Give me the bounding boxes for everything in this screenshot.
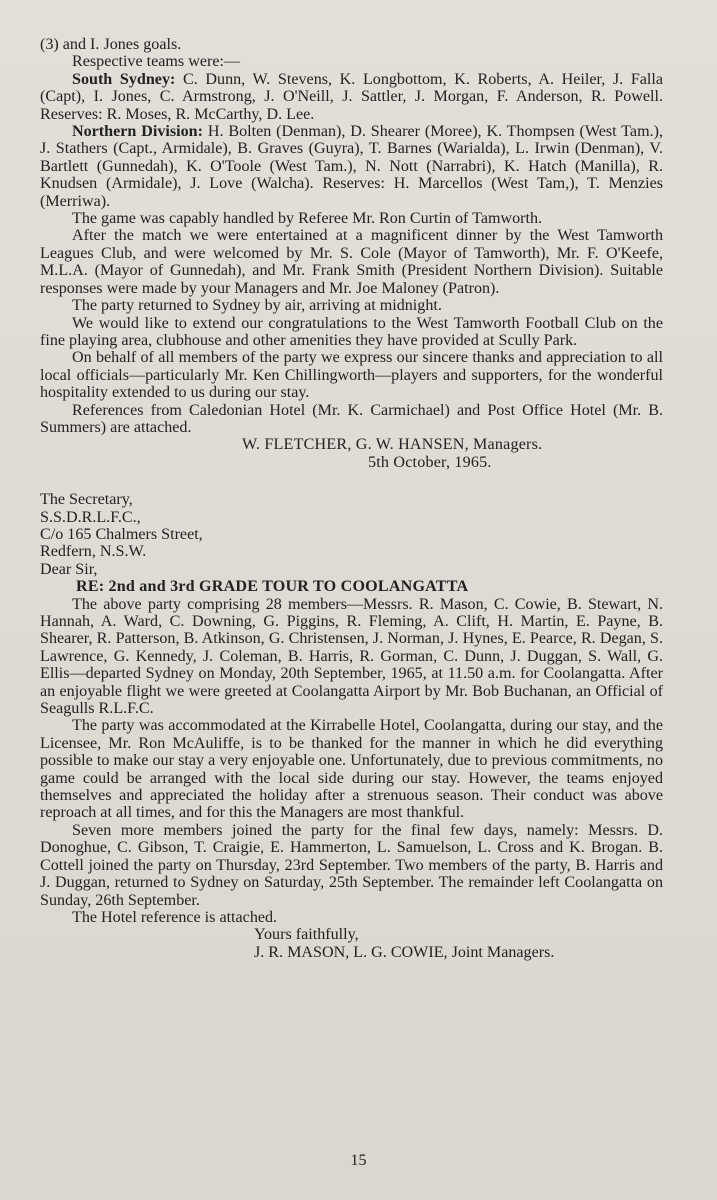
closing: Yours faithfully, (254, 926, 359, 944)
page-number: 15 (350, 1152, 367, 1169)
northern-division-team (40, 123, 663, 210)
south-sydney-players: C. Dunn, W. Stevens, K. Longbottom, K. Roberts, A. Heiler, J. Falla (Capt), I. Jones, C. Armstrong, J. O'Neill, J. Sattler, J. Morgan, F. Anderson, R. Powell. Reserves: R. Moses, R. McCarthy, D. Lee. (40, 70, 663, 123)
managers-signature: W. FLETCHER, G. W. HANSEN, Managers. (242, 436, 543, 454)
salutation: Dear Sir, (40, 560, 98, 578)
south-sydney-label: South Sydney: (72, 70, 176, 88)
address-line: S.S.D.R.L.F.C., (40, 508, 141, 526)
teams-intro: Respective teams were:— (72, 53, 241, 71)
address-line: The Secretary, (40, 491, 133, 509)
recipient-address (40, 491, 663, 561)
south-sydney-team (40, 71, 663, 123)
party-paragraph: The above party comprising 28 members—Messrs. R. Mason, C. Cowie, B. Stewart, N. Hannah, A. Ward, C. Downing, G. Piggins, R. Fleming, A. Clift, H. Martin, E. Payne, B. Shearer, R. Patterson, B. Atkinson, G. Christensen, J. Norman, J. Hynes, E. Pearce, R. Degan, S. Lawrence, G. Kennedy, J. Coleman, B. Harris, R. Gorman, C. Dunn, J. Duggan, S. Wall, G. Ellis—departed Sydney on Monday, 20th September, 1965, at 11.50 a.m. for Coolangatta. After an enjoyable flight we were greeted at Coolangatta Airport by Mr. Bob Buchanan, an Official of Seagulls R.L.F.C. (40, 595, 663, 718)
northern-division-label: Northern Division: (72, 123, 203, 141)
return-paragraph: The party returned to Sydney by air, arriving at midnight. (72, 297, 442, 315)
hotel-reference-line: The Hotel reference is attached. (72, 908, 278, 926)
address-line: C/o 165 Chalmers Street, (40, 525, 203, 543)
references-paragraph: References from Caledonian Hotel (Mr. K. Carmichael) and Post Office Hotel (Mr. B. Summers) are attached. (40, 401, 663, 436)
congratulations-paragraph: We would like to extend our congratulations to the West Tamworth Football Club on the fine playing area, clubhouse and other amenities they have provided at Scully Park. (40, 314, 663, 349)
address-line: Redfern, N.S.W. (40, 543, 147, 561)
dinner-paragraph: After the match we were entertained at a magnificent dinner by the West Tamworth Leagues Club, and were welcomed by Mr. S. Cole (Mayor of Tamworth), Mr. F. O'Keefe, M.L.A. (Mayor of Gunnedah), and Mr. Frank Smith (President Northern Division). Suitable responses were made by your Managers and Mr. Joe Maloney (Patron). (40, 227, 663, 297)
goals-line: (3) and I. Jones goals. (40, 36, 182, 53)
letter-separator (40, 471, 663, 491)
subject-line (40, 578, 663, 595)
page-body (40, 36, 663, 961)
thanks-paragraph: On behalf of all members of the party we express our sincere thanks and appreciation to all local officials—particularly Mr. Ken Chillingworth—players and supporters, for the wonderful hospitality extended to us during our stay. (40, 349, 663, 402)
joint-managers-signature: J. R. MASON, L. G. COWIE, Joint Managers. (254, 943, 555, 961)
northern-division-players: H. Bolten (Denman), D. Shearer (Moree), K. Thompsen (West Tam.), J. Stathers (Capt., Armidale), B. Graves (Guyra), T. Barnes (Warialda), L. Irwin (Denman), V. Bartlett (Gunnedah), K. O'Toole (West Tam.), N. Nott (Narrabri), K. Hatch (Manilla), R. Knudsen (Armidale), J. Love (Walcha). Reserves: H. Marcellos (West Tam,), T. Menzies (Merriwa). (40, 123, 664, 210)
subject-text: RE: 2nd and 3rd GRADE TOUR TO COOLANGATTA (76, 578, 469, 596)
additional-members-paragraph: Seven more members joined the party for the final few days, namely: Messrs. D. Donoghue, C. Gibson, T. Craigie, E. Hammerton, L. Samuelson, L. Cross and K. Brogan. B. Cottell joined the party on Thursday, 23rd September. Two members of the party, B. Harris and J. Duggan, returned to Sydney on Saturday, 25th September. The remainder left Coolangatta on Sunday, 26th September. (40, 821, 663, 909)
hotel-paragraph: The party was accommodated at the Kirrabelle Hotel, Coolangatta, during our stay, and the Licensee, Mr. Ron McAuliffe, is to be thanked for the manner in which he did everything possible to make our stay a very enjoyable one. Unfortunately, due to previous commitments, no game could be arranged with the local side during our stay. However, the teams enjoyed themselves and appreciated the holiday after a strenuous season. Their conduct was above reproach at all times, and for this the Managers are most thankful. (40, 717, 663, 822)
letter-date: 5th October, 1965. (368, 453, 492, 471)
referee-paragraph: The game was capably handled by Referee Mr. Ron Curtin of Tamworth. (72, 210, 543, 228)
